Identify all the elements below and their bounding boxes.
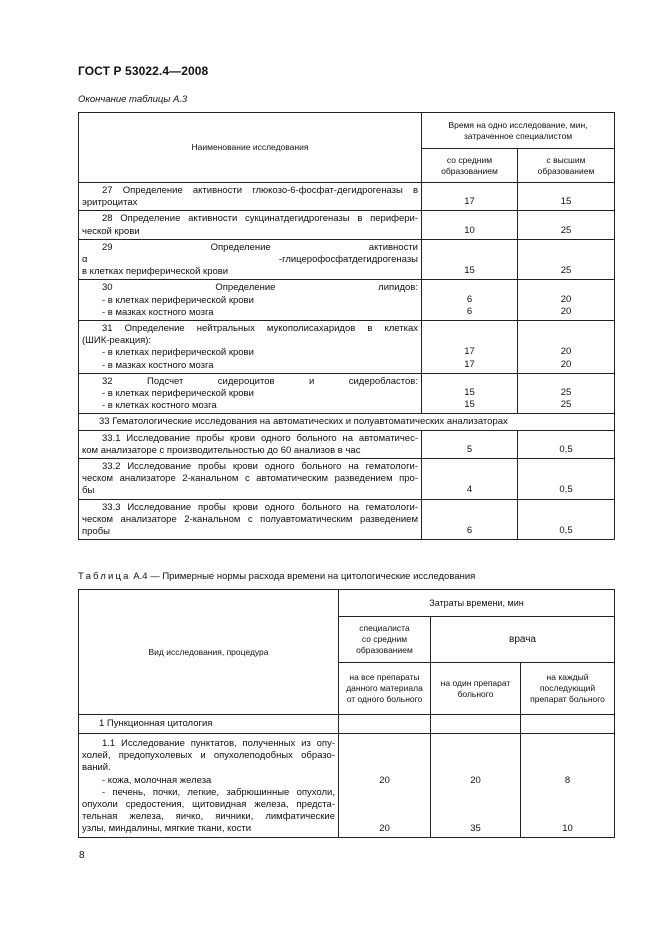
table-a3-cell-mid: 6 6 — [422, 280, 518, 321]
table-a3-time-header: Время на одно исследование, мин, затраченное специалистом — [422, 113, 615, 149]
table-a3-cell-high: 25 — [518, 239, 615, 280]
table-row — [79, 459, 615, 500]
table-a4-cell-next-prep: 8 10 — [521, 734, 615, 838]
table-a4-spec-header: специалиста со средним образованием — [339, 617, 431, 663]
table-a3-row-name: 27 Определение активности глюкозо-6-фосфат-дегидрогеназы в эритроцитах — [79, 183, 422, 211]
table-row — [79, 373, 615, 414]
table-a3-cell-high: 0,5 — [518, 430, 615, 458]
table-a4 — [78, 589, 615, 838]
table-a3-row-name: 31 Определение нейтральных мукополисахаридов в клетках (ШИК-реакция): - в клетках периферической крови - в мазках костного мозга — [79, 321, 422, 374]
table-a3-cell-mid: 10 — [422, 211, 518, 239]
table-a3-row-name: 28 Определение активности сукцинатдегидрогеназы в перифери- ческой крови — [79, 211, 422, 239]
table-a4-sub2-header: на один препарат больного — [431, 663, 521, 715]
table-a4-sub3-header: на каждый последующий препарат больного — [521, 663, 615, 715]
table-a3-cell-high: 15 — [518, 183, 615, 211]
table-a3 — [78, 112, 615, 540]
table-a3-cell-high: 20 20 — [518, 321, 615, 374]
table-a3-cell-mid: 5 — [422, 430, 518, 458]
table-a4-cost-header: Затраты времени, мин — [339, 590, 615, 617]
table-a3-cell-mid: 4 — [422, 459, 518, 500]
table-a4-doctor-header: врача — [431, 617, 615, 663]
document-code: ГОСТ Р 53022.4—2008 — [78, 64, 209, 78]
table-a3-cell-high: 25 25 — [518, 373, 615, 414]
table-a3-row-name: 32 Подсчет сидероцитов и сидеробластов: - в клетках периферической крови - в клетках костного мозга — [79, 373, 422, 414]
table-row — [79, 211, 615, 239]
table-a3-row-name: 29 Определение активности α -глицерофосфатдегидрогеназы в клетках периферической крови — [79, 239, 422, 280]
table-a3-col-high-header: с высшим образованием — [518, 149, 615, 183]
table-a3-row-name: 33.3 Исследование пробы крови одного больного на гематологи- ческом анализаторе 2-канальном с полуавтоматическим разведением пробы — [79, 499, 422, 540]
table-a3-cell-high: 20 20 — [518, 280, 615, 321]
table-row — [79, 183, 615, 211]
table-a3-cell-mid: 6 — [422, 499, 518, 540]
table-a3-cell-high: 25 — [518, 211, 615, 239]
table-a4-sub1-header: на все препараты данного материала от одного больного — [339, 663, 431, 715]
table-a3-name-header: Наименование исследования — [79, 113, 422, 183]
table-a3-cell-mid: 17 — [422, 183, 518, 211]
table-a4-name-header: Вид исследования, процедура — [79, 590, 339, 715]
table-a3-row-name: 33.2 Исследование пробы крови одного больного на гематологи- ческом анализаторе 2-канальном с автоматическим разведением про- бы — [79, 459, 422, 500]
table-a3-caption: Окончание таблицы А.3 — [78, 94, 188, 105]
table-a3-cell-mid: 17 17 — [422, 321, 518, 374]
table-row — [79, 430, 615, 458]
table-row — [79, 414, 615, 430]
table-a4-cell-spec: 20 20 — [339, 734, 431, 838]
table-a4-section-row: 1 Пункционная цитология — [79, 715, 339, 734]
table-a3-cell-high: 0,5 — [518, 459, 615, 500]
table-row — [79, 321, 615, 374]
table-a4-cell-per-prep: 20 35 — [431, 734, 521, 838]
table-a3-cell-mid: 15 15 — [422, 373, 518, 414]
table-row — [79, 239, 615, 280]
table-a3-cell-mid: 15 — [422, 239, 518, 280]
table-a3-col-mid-header: со средним образованием — [422, 149, 518, 183]
table-a3-cell-high: 0,5 — [518, 499, 615, 540]
table-a3-section-row: 33 Гематологические исследования на автоматических и полуавтоматических анализаторах — [79, 414, 615, 430]
table-row — [79, 280, 615, 321]
page-number: 8 — [79, 850, 85, 861]
table-row — [79, 499, 615, 540]
table-a4-row-1-1: 1.1 Исследование пунктатов, полученных из опу- холей, предопухолевых и опухолеподобных образо- ваний. - кожа, молочная железа - печень, почки, легкие, забрюшинные опухоли, опухоли средостения, щитовидная железа, предста- тельная железа, яичко, яичники, лимфатические узлы, миндалины, мягкие ткани, кости — [79, 734, 339, 838]
table-a3-row-name: 30 Определение липидов: - в клетках периферической крови - в мазках костного мозга — [79, 280, 422, 321]
table-a3-row-name: 33.1 Исследование пробы крови одного больного на автоматичес- ком анализаторе с производительностью до 60 анализов в час — [79, 430, 422, 458]
table-a4-caption: Таблица А.4 — Примерные нормы расхода времени на цитологические исследования — [78, 571, 476, 582]
